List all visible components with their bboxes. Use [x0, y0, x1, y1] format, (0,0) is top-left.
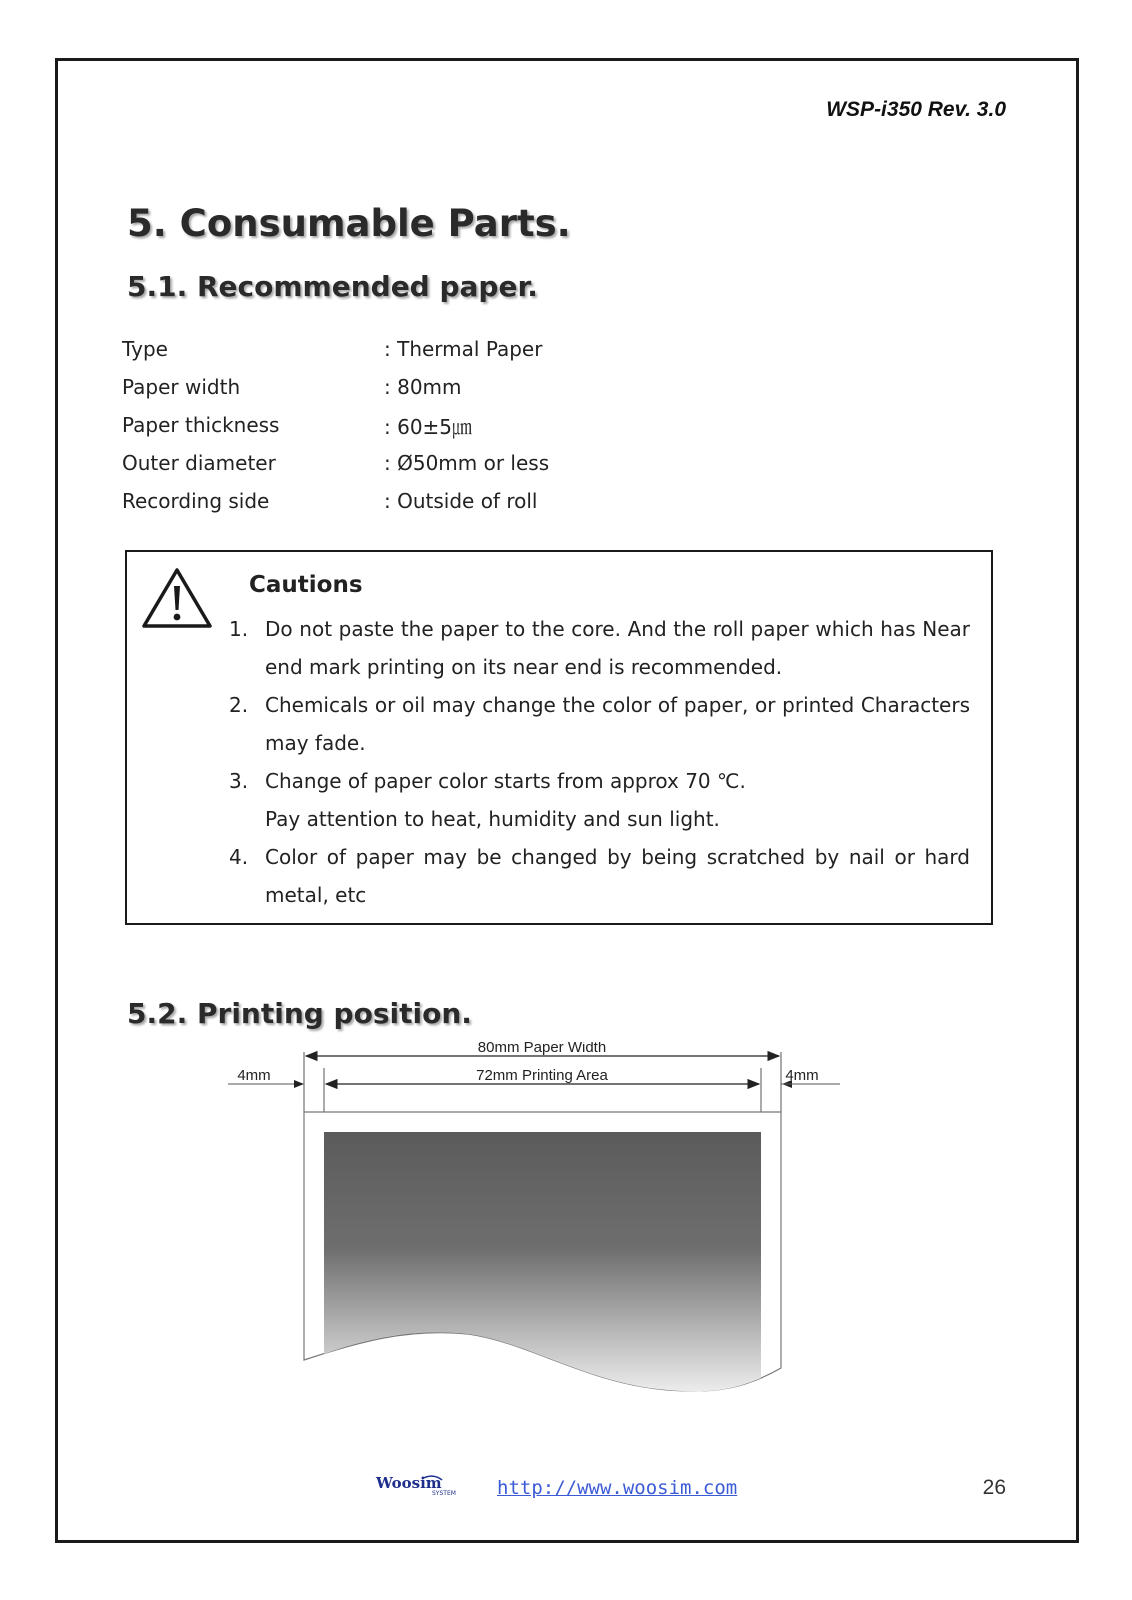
caution-item [225, 610, 970, 686]
printing-area-label: 72mm Printing Area [476, 1067, 608, 1084]
caution-text: Change of paper color starts from approx 70 ℃. [265, 769, 746, 793]
website-link[interactable]: http://www.woosim.com [497, 1477, 738, 1499]
warning-triangle-icon [141, 566, 213, 630]
caution-text: Color of paper may be changed by being scratched by nail or hard metal, etc [265, 845, 970, 907]
page-number: 26 [982, 1476, 1006, 1499]
spec-row [122, 406, 549, 444]
logo-wordmark: Woosim [376, 1474, 442, 1492]
spec-value: : Ø50mm or less [384, 451, 550, 475]
spec-key: Recording side [122, 489, 270, 513]
caution-item [225, 762, 970, 838]
caution-item [225, 686, 970, 762]
woosim-logo [374, 1474, 484, 1498]
paper-width-label: 80mm Paper Width [477, 1042, 607, 1056]
logo-subtext: SYSTEM [432, 1490, 456, 1497]
subsection-title-printing-position: 5.2. Printing position. [127, 997, 472, 1030]
spec-value: : Thermal Paper [384, 337, 543, 361]
paper-spec-table [122, 330, 549, 520]
caution-number: 3. [229, 769, 249, 793]
caution-text-continued: Pay attention to heat, humidity and sun light. [265, 807, 720, 831]
spec-value: : Outside of roll [384, 489, 538, 513]
spec-row [122, 368, 549, 406]
spec-value: : 60±5㎛ [384, 414, 473, 439]
caution-number: 2. [229, 693, 249, 717]
cautions-list [225, 610, 970, 914]
caution-number: 4. [229, 845, 249, 869]
spec-key: Paper thickness [122, 413, 280, 437]
spec-key: Type [122, 337, 168, 361]
left-margin-label: 4mm [237, 1067, 271, 1084]
caution-text: Do not paste the paper to the core. And the roll paper which has Near end mark printing on its near end is recommended. [265, 617, 970, 679]
right-margin-label: 4mm [785, 1067, 819, 1084]
subsection-title-recommended-paper: 5.1. Recommended paper. [127, 270, 538, 303]
spec-value: : 80mm [384, 375, 462, 399]
spec-row [122, 330, 549, 368]
cautions-title: Cautions [249, 572, 363, 598]
spec-row [122, 444, 549, 482]
caution-number: 1. [229, 617, 249, 641]
document-revision: WSP-i350 Rev. 3.0 [826, 98, 1006, 121]
spec-key: Paper width [122, 375, 241, 399]
spec-row [122, 482, 549, 520]
caution-item [225, 838, 970, 914]
printing-area [324, 1132, 761, 1392]
section-title: 5. Consumable Parts. [127, 202, 571, 245]
spec-key: Outer diameter [122, 451, 276, 475]
caution-text: Chemicals or oil may change the color of paper, or printed Characters may fade. [265, 693, 970, 755]
printing-position-diagram [228, 1042, 868, 1424]
cautions-box [125, 550, 993, 925]
